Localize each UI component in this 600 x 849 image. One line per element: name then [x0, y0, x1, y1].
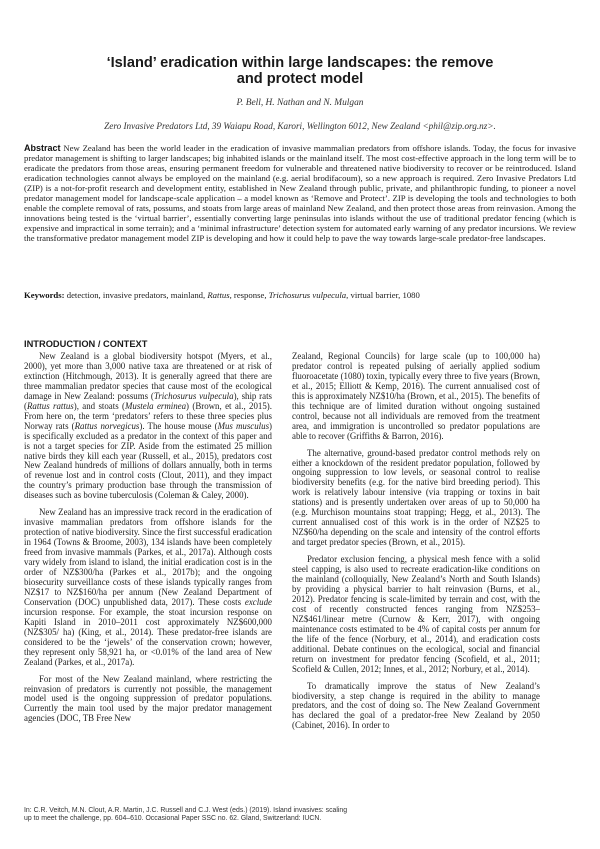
keywords-part: detection, invasive predators, mainland,: [66, 290, 206, 300]
title-line-1: ‘Island’ eradication within large landscapes: the remove: [106, 55, 494, 71]
footer-line-2: up to meet the challenge, pp. 604–610. Occasional Paper SSC no. 62. Gland, Switzerland: IUCN.: [24, 815, 322, 822]
section-heading: INTRODUCTION / CONTEXT: [24, 339, 148, 349]
paragraph: For most of the New Zealand mainland, where restricting the reinvasion of predators is currently not possible, the management model used is the ongoing suppression of predator populations. Currently the main tool used by the major predator management agencies (DOC, TB Free New: [24, 673, 272, 724]
abstract: [24, 144, 576, 244]
affiliation: Zero Invasive Predators Ltd, 39 Waiapu Road, Karori, Wellington 6012, New Zealand <phil@zip.org.nz>.: [104, 121, 496, 131]
keywords-part: , virtual barrier, 1080: [346, 290, 420, 300]
citation-footer: [24, 807, 464, 823]
keywords: [24, 290, 576, 300]
paper-title: [60, 55, 540, 87]
left-column: [24, 352, 272, 731]
paragraph: Predator exclusion fencing, a physical mesh fence with a solid steel capping, is also used to recreate eradication-like conditions on the mainland (colloquially, New Zealand’s North and South Islands) by providing a physical barrier to halt reinvasion (Burns, et al., 2012). Predator fencing is scale-limited by terrain and cost, with the cost of recently constructed fences ranging from NZ$253–NZ$461/linear metre (Curnow & Kerr, 2017), with ongoing maintenance costs estimated to be 4% of capital costs per annum for the life of the fence (Norbury, et al., 2014), and eradication costs additional. Debate continues on the ecological, social and financial return on investment for predator fencing (Scofield, et al., 2011; Scofield & Cullen, 2012; Innes, et al., 2012; Norbury, et al., 2014).: [292, 554, 540, 674]
paragraph: New Zealand has an impressive track record in the eradication of invasive mammalian predators from offshore islands for the protection of native biodiversity. Since the first successful eradication in 1964 (Towns & Broome, 2003), 134 islands have been completely freed from invasive mammals (Parkes, et al., 2017a). Although costs vary widely from island to island, the initial eradication cost is in the order of NZ$300/ha (Parkes et al., 2017b); and the ongoing biosecurity surveillance costs of these islands typically ranges from NZ$17 to NZ$160/ha per annum (New Zealand Department of Conservation (DOC) unpublished data, 2017). These costs exclude incursion response. For example, the stoat incursion response on Kapiti Island in 2010–2011 cost approximately NZ$600,000 (NZ$305/ ha) (King, et al., 2014). These predator-free islands are considered to be the ‘jewels’ of the conservation crown; however, they represent only 58,921 ha, or <0.01% of the land area of New Zealand (Parkes, et al., 2017a).: [24, 507, 272, 667]
footer-line-1: In: C.R. Veitch, M.N. Clout, A.R. Martin, J.C. Russell and C.J. West (eds.) (2019). Island invasives: scaling: [24, 807, 348, 814]
paragraph: New Zealand is a global biodiversity hotspot (Myers, et al., 2000), yet more than 3,000 native taxa are threatened or at risk of extinction (Hitchmough, 2013). It is generally agreed that there are three mammalian predator species that cause most of the ecological damage in New Zealand: possums (Trichosurus vulpecula), ship rats (Rattus rattus), and stoats (Mustela erminea) (Brown, et al., 2015). From here on, the term ‘predators’ refers to these three species plus Norway rats (Rattus norvegicus). The house mouse (Mus musculus) is specifically excluded as a predator in the context of this paper and is not a target species for ZIP. Aside from the estimated 25 million native birds they kill each year (Russell, et al., 2015), predators cost New Zealand hundreds of millions of dollars annually, both in terms of revenue lost and in control costs (Clout, 2011), and they impact the country’s primary production base through the transmission of diseases such as bovine tuberculosis (Coleman & Caley, 2000).: [24, 351, 272, 501]
keywords-italic: Rattus: [207, 290, 230, 300]
abstract-label: Abstract: [24, 143, 61, 153]
paragraph: The alternative, ground-based predator control methods rely on either a knockdown of the resident predator population, followed by ongoing suppression to low levels, or seasonal control to realise biodiversity benefits (e.g. for the native bird breeding period). This work is relatively labour intensive (via trapping or toxins in bait stations) and is presently undertaken over areas of up to 50,000 ha (e.g. Murchison mountains stoat trapping; Hegg, et al., 2013). The current annualised cost of this work is in the order of NZ$25 to NZ$60/ha depending on the scale and intensity of the control efforts and target predator species (Brown, et al., 2015).: [292, 447, 540, 548]
keywords-label: Keywords:: [24, 290, 65, 300]
authors: P. Bell, H. Nathan and N. Mulgan: [236, 98, 364, 108]
abstract-text: New Zealand has been the world leader in the eradication of invasive mammalian predators from offshore islands. Today, the focus for invasive predator management is shifting to larger landscapes; big inhabited islands or the mainland itself. The most cost-effective approach in the long term will be to eradicate the predators from those areas, ensuring permanent freedom for vulnerable and threatened native biodiversity to recover or be reintroduced. Island eradication technologies cannot always be employed on the mainland (e.g. aerial brodifacoum), so a new approach is required. Zero Invasive Predators Ltd (ZIP) is a not-for-profit research and development entity, established in New Zealand through public, private, and philanthropic funding, to pioneer a novel predator management model for landscape-scale application – a model known as ‘Remove and Protect’. ZIP is developing the tools and technologies to both enable the complete removal of rats, possums, and stoats from large areas of mainland New Zealand, and then protect those areas from reinvasion. Among the innovations being tested is the ‘virtual barrier’, essentially converting large peninsulas into islands without the use of traditional predator fencing (which is expensive and impractical in some terrain); and a ‘minimal infrastructure’ detection system for automated early warning of any predator incursions. We review the transformative predator management model ZIP is developing and how it could help to pave the way towards large-scale predator-free landscapes.: [24, 143, 576, 243]
keywords-italic: Trichosurus vulpecula: [268, 290, 347, 300]
paragraph: Zealand, Regional Councils) for large scale (up to 100,000 ha) predator control is repeated pulsing of aerially applied sodium fluoroacetate (1080) toxin, typically every three to five years (Brown, et al., 2015; Elliott & Kemp, 2016). The current annualised cost of this is approximately NZ$10/ha (Brown, et al., 2015). The benefits of this technique are of limited duration without ongoing sustained control, because not all individuals are removed from the treatment area, and immigration is uncontrolled so predator populations are able to recover (Griffiths & Barron, 2016).: [292, 351, 540, 441]
paragraph: To dramatically improve the status of New Zealand’s biodiversity, a step change is required in the ability to manage predators, and the cost of doing so. The New Zealand Government has declared the goal of a predator-free New Zealand by 2050 (Cabinet, 2016). In order to: [292, 680, 540, 731]
title-line-2: and protect model: [236, 71, 364, 87]
right-column: [292, 352, 540, 738]
keywords-part: , response,: [229, 290, 267, 300]
